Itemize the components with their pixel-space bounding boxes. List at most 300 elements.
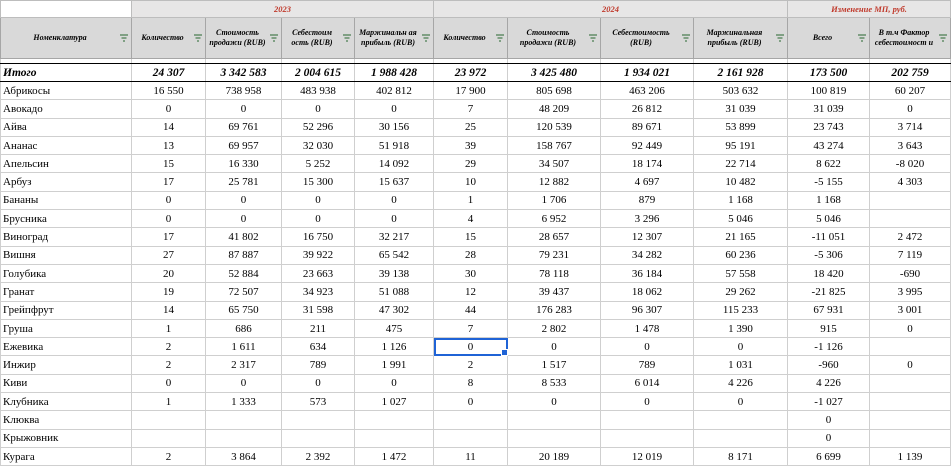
table-cell[interactable]: 89 671 — [601, 118, 694, 136]
table-cell[interactable]: 14 092 — [355, 155, 434, 173]
table-row — [1, 356, 951, 374]
table-cell[interactable]: -8 020 — [870, 155, 951, 173]
table-cell[interactable]: 789 — [282, 356, 355, 374]
row-name-cell[interactable]: Ежевика — [1, 338, 132, 356]
table-cell[interactable]: 31 039 — [788, 100, 870, 118]
total-cell[interactable]: 2 161 928 — [694, 64, 788, 82]
table-cell[interactable]: 0 — [282, 191, 355, 209]
table-cell[interactable]: 10 482 — [694, 173, 788, 191]
table-cell[interactable] — [508, 429, 601, 447]
table-cell[interactable]: 1 168 — [788, 191, 870, 209]
table-cell[interactable]: 115 233 — [694, 301, 788, 319]
table-cell[interactable]: 39 138 — [355, 264, 434, 282]
table-cell[interactable]: 2 317 — [206, 356, 282, 374]
table-cell[interactable]: 1 126 — [355, 338, 434, 356]
table-cell[interactable]: 3 643 — [870, 136, 951, 154]
table-row — [1, 210, 951, 228]
filter-icon[interactable] — [421, 33, 431, 43]
filter-icon[interactable] — [857, 33, 867, 43]
row-name-cell[interactable]: Виноград — [1, 228, 132, 246]
table-cell[interactable]: 15 — [132, 155, 206, 173]
row-name-cell[interactable]: Апельсин — [1, 155, 132, 173]
table-cell[interactable]: 1 031 — [694, 356, 788, 374]
table-cell[interactable]: 11 — [434, 447, 508, 465]
table-cell[interactable]: 0 — [206, 191, 282, 209]
table-cell[interactable]: 34 923 — [282, 283, 355, 301]
total-cell[interactable]: 1 988 428 — [355, 64, 434, 82]
table-cell[interactable]: 0 — [282, 374, 355, 392]
table-cell[interactable]: 5 252 — [282, 155, 355, 173]
table-cell[interactable]: 1 478 — [601, 319, 694, 337]
table-cell[interactable]: 3 995 — [870, 283, 951, 301]
table-cell[interactable]: 13 — [132, 136, 206, 154]
table-cell[interactable]: 0 — [132, 191, 206, 209]
table-cell[interactable]: 805 698 — [508, 82, 601, 100]
row-name-cell[interactable]: Груша — [1, 319, 132, 337]
table-cell[interactable]: 0 — [206, 100, 282, 118]
table-cell[interactable]: -5 155 — [788, 173, 870, 191]
table-cell[interactable]: 0 — [508, 338, 601, 356]
table-cell[interactable]: 3 296 — [601, 210, 694, 228]
table-cell[interactable]: 16 750 — [282, 228, 355, 246]
table-cell[interactable]: 2 392 — [282, 447, 355, 465]
table-cell[interactable]: 16 550 — [132, 82, 206, 100]
row-name-cell[interactable]: Грейпфрут — [1, 301, 132, 319]
table-cell[interactable]: 18 062 — [601, 283, 694, 301]
header-label: Себестоим ость (RUB) — [291, 28, 333, 47]
total-cell[interactable]: 2 004 615 — [282, 64, 355, 82]
table-cell[interactable]: 0 — [355, 191, 434, 209]
table-cell[interactable]: 30 — [434, 264, 508, 282]
table-row — [1, 173, 951, 191]
table-cell[interactable]: 72 507 — [206, 283, 282, 301]
table-cell[interactable]: 1 517 — [508, 356, 601, 374]
table-cell[interactable]: 2 — [132, 447, 206, 465]
table-cell[interactable]: -1 126 — [788, 338, 870, 356]
header-change-cost-factor[interactable] — [870, 18, 951, 59]
table-cell[interactable]: 4 226 — [788, 374, 870, 392]
table-cell[interactable] — [508, 411, 601, 429]
header-cost-2023[interactable] — [282, 18, 355, 59]
table-cell[interactable]: 19 — [132, 283, 206, 301]
table-cell[interactable]: 686 — [206, 319, 282, 337]
table-cell[interactable]: 0 — [206, 374, 282, 392]
table-row — [1, 338, 951, 356]
table-cell[interactable]: 48 209 — [508, 100, 601, 118]
table-cell[interactable]: 3 001 — [870, 301, 951, 319]
filter-icon[interactable] — [342, 33, 352, 43]
margin-change-header[interactable]: Изменение МП, руб. — [788, 1, 951, 18]
total-cell[interactable]: 202 759 — [870, 64, 951, 82]
table-cell[interactable]: 17 900 — [434, 82, 508, 100]
table-cell[interactable]: 1 472 — [355, 447, 434, 465]
table-row — [1, 283, 951, 301]
year-2024-header[interactable]: 2024 — [434, 1, 788, 18]
table-cell[interactable] — [694, 411, 788, 429]
table-cell[interactable]: 2 — [434, 356, 508, 374]
table-cell[interactable]: 17 — [132, 228, 206, 246]
header-label: Всего — [812, 33, 833, 42]
row-name-cell[interactable]: Клюква — [1, 411, 132, 429]
header-sales-2024[interactable] — [508, 18, 601, 59]
table-cell[interactable]: 39 — [434, 136, 508, 154]
total-cell[interactable]: 3 342 583 — [206, 64, 282, 82]
table-cell[interactable]: 0 — [355, 100, 434, 118]
table-cell[interactable]: 120 539 — [508, 118, 601, 136]
row-name-cell[interactable]: Абрикосы — [1, 82, 132, 100]
row-name-cell[interactable]: Арбуз — [1, 173, 132, 191]
table-cell[interactable] — [601, 429, 694, 447]
header-name[interactable] — [1, 18, 132, 59]
table-row — [1, 82, 951, 100]
filter-icon[interactable] — [588, 33, 598, 43]
header-label: Маржинальн ая прибыль (RUB) — [359, 28, 417, 47]
table-cell[interactable]: 789 — [601, 356, 694, 374]
table-cell[interactable]: 23 663 — [282, 264, 355, 282]
table-cell[interactable]: 483 938 — [282, 82, 355, 100]
table-row — [1, 191, 951, 209]
table-cell[interactable]: 7 — [434, 100, 508, 118]
table-cell[interactable]: 10 — [434, 173, 508, 191]
table-row — [1, 228, 951, 246]
table-cell[interactable]: 21 165 — [694, 228, 788, 246]
table-cell[interactable] — [870, 429, 951, 447]
table-cell[interactable]: 6 014 — [601, 374, 694, 392]
row-name-cell[interactable]: Киви — [1, 374, 132, 392]
table-cell[interactable]: 69 761 — [206, 118, 282, 136]
total-label[interactable]: Итого — [1, 64, 132, 82]
table-row — [1, 374, 951, 392]
row-name-cell[interactable]: Инжир — [1, 356, 132, 374]
table-cell[interactable]: 15 — [434, 228, 508, 246]
table-cell[interactable]: 15 637 — [355, 173, 434, 191]
table-cell[interactable]: 1 — [132, 393, 206, 411]
table-cell[interactable]: 29 — [434, 155, 508, 173]
total-row — [1, 64, 951, 82]
table-cell[interactable]: 34 282 — [601, 246, 694, 264]
table-cell[interactable]: 4 226 — [694, 374, 788, 392]
table-cell[interactable]: 5 046 — [694, 210, 788, 228]
table-cell[interactable]: 158 767 — [508, 136, 601, 154]
table-cell[interactable]: 39 437 — [508, 283, 601, 301]
header-label: Количество — [141, 33, 184, 42]
table-cell[interactable] — [870, 338, 951, 356]
header-sales-2023[interactable] — [206, 18, 282, 59]
year-2023-header[interactable]: 2023 — [132, 1, 434, 18]
total-cell[interactable]: 3 425 480 — [508, 64, 601, 82]
row-name-cell[interactable]: Гранат — [1, 283, 132, 301]
table-cell[interactable]: 36 184 — [601, 264, 694, 282]
table-cell[interactable]: 22 714 — [694, 155, 788, 173]
table-cell[interactable]: 34 507 — [508, 155, 601, 173]
table-cell[interactable]: 12 — [434, 283, 508, 301]
table-cell[interactable]: -690 — [870, 264, 951, 282]
table-cell[interactable] — [601, 411, 694, 429]
row-name-cell[interactable]: Курага — [1, 447, 132, 465]
header-label: Номенклатура — [33, 33, 87, 42]
table-cell[interactable]: 14 — [132, 301, 206, 319]
table-cell[interactable]: 31 039 — [694, 100, 788, 118]
table-cell[interactable]: 87 887 — [206, 246, 282, 264]
table-cell[interactable]: 15 300 — [282, 173, 355, 191]
table-cell[interactable]: 69 957 — [206, 136, 282, 154]
filter-icon[interactable] — [193, 33, 203, 43]
table-cell[interactable]: -1 027 — [788, 393, 870, 411]
table-cell[interactable]: 0 — [788, 429, 870, 447]
table-cell[interactable]: 1 139 — [870, 447, 951, 465]
table-cell[interactable]: 0 — [282, 100, 355, 118]
table-cell[interactable]: 5 046 — [788, 210, 870, 228]
header-label: Стоимость продажи (RUB) — [519, 28, 577, 47]
table-cell[interactable]: 39 922 — [282, 246, 355, 264]
table-cell[interactable]: 65 750 — [206, 301, 282, 319]
table-cell[interactable]: 503 632 — [694, 82, 788, 100]
row-name-cell[interactable]: Ананас — [1, 136, 132, 154]
table-cell[interactable]: 0 — [434, 393, 508, 411]
table-cell[interactable]: 0 — [282, 210, 355, 228]
table-cell[interactable]: 8 533 — [508, 374, 601, 392]
table-cell[interactable]: 12 882 — [508, 173, 601, 191]
table-cell[interactable]: 0 — [601, 338, 694, 356]
table-cell[interactable]: 6 699 — [788, 447, 870, 465]
table-cell[interactable]: 463 206 — [601, 82, 694, 100]
table-cell[interactable]: 44 — [434, 301, 508, 319]
table-cell[interactable]: 30 156 — [355, 118, 434, 136]
total-cell[interactable]: 23 972 — [434, 64, 508, 82]
table-row — [1, 136, 951, 154]
table-cell[interactable]: 0 — [132, 210, 206, 228]
row-name-cell[interactable]: Голубика — [1, 264, 132, 282]
year-header-row — [1, 1, 951, 18]
total-cell[interactable]: 173 500 — [788, 64, 870, 82]
table-cell[interactable]: -21 825 — [788, 283, 870, 301]
row-name-cell[interactable]: Клубника — [1, 393, 132, 411]
table-cell[interactable]: 47 302 — [355, 301, 434, 319]
filter-icon[interactable] — [938, 33, 948, 43]
table-cell[interactable]: 18 420 — [788, 264, 870, 282]
table-cell[interactable]: 1 168 — [694, 191, 788, 209]
table-cell[interactable] — [132, 411, 206, 429]
table-cell[interactable]: 6 952 — [508, 210, 601, 228]
table-cell[interactable]: 95 191 — [694, 136, 788, 154]
fill-handle[interactable] — [501, 349, 508, 356]
table-cell[interactable]: 0 — [870, 100, 951, 118]
table-cell[interactable]: 3 864 — [206, 447, 282, 465]
table-cell[interactable]: 0 — [132, 374, 206, 392]
table-cell[interactable] — [355, 411, 434, 429]
table-row — [1, 246, 951, 264]
table-cell[interactable]: 1 611 — [206, 338, 282, 356]
table-cell[interactable]: 7 — [434, 319, 508, 337]
table-cell[interactable]: 915 — [788, 319, 870, 337]
table-cell[interactable]: 23 743 — [788, 118, 870, 136]
row-name-cell[interactable]: Крыжовник — [1, 429, 132, 447]
table-cell[interactable]: 0 — [870, 356, 951, 374]
table-cell[interactable]: 53 899 — [694, 118, 788, 136]
selected-cell[interactable]: 0 — [434, 338, 508, 356]
table-cell[interactable] — [870, 411, 951, 429]
table-cell[interactable]: 176 283 — [508, 301, 601, 319]
table-cell[interactable]: 3 714 — [870, 118, 951, 136]
header-cost-2024[interactable] — [601, 18, 694, 59]
table-cell[interactable] — [206, 429, 282, 447]
table-cell[interactable]: 51 918 — [355, 136, 434, 154]
row-name-cell[interactable]: Брусника — [1, 210, 132, 228]
table-cell[interactable]: 43 274 — [788, 136, 870, 154]
table-cell[interactable]: 2 — [132, 338, 206, 356]
table-cell[interactable]: 20 189 — [508, 447, 601, 465]
table-cell[interactable]: 0 — [355, 374, 434, 392]
table-cell[interactable]: 12 307 — [601, 228, 694, 246]
table-cell[interactable] — [694, 429, 788, 447]
table-cell[interactable] — [870, 393, 951, 411]
table-cell[interactable]: 25 — [434, 118, 508, 136]
cell[interactable] — [1, 1, 132, 18]
table-row — [1, 155, 951, 173]
table-cell[interactable]: 8 171 — [694, 447, 788, 465]
table-cell[interactable]: 65 542 — [355, 246, 434, 264]
table-cell[interactable]: -11 051 — [788, 228, 870, 246]
header-margin-2023[interactable] — [355, 18, 434, 59]
table-cell[interactable] — [282, 411, 355, 429]
row-name-cell[interactable]: Айва — [1, 118, 132, 136]
table-cell[interactable]: 41 802 — [206, 228, 282, 246]
table-cell[interactable]: 17 — [132, 173, 206, 191]
table-cell[interactable]: 1 706 — [508, 191, 601, 209]
table-cell[interactable]: 4 697 — [601, 173, 694, 191]
table-row — [1, 301, 951, 319]
table-cell[interactable] — [434, 429, 508, 447]
table-cell[interactable]: -5 306 — [788, 246, 870, 264]
table-cell[interactable]: 52 296 — [282, 118, 355, 136]
table-cell[interactable]: 31 598 — [282, 301, 355, 319]
table-cell[interactable]: 0 — [206, 210, 282, 228]
table-cell[interactable]: 1 390 — [694, 319, 788, 337]
column-header-row — [1, 18, 951, 59]
table-cell[interactable] — [870, 374, 951, 392]
header-label: Количество — [443, 33, 486, 42]
filter-icon[interactable] — [119, 33, 129, 43]
table-cell[interactable]: 67 931 — [788, 301, 870, 319]
table-cell[interactable]: 2 472 — [870, 228, 951, 246]
table-row — [1, 429, 951, 447]
header-change-total[interactable] — [788, 18, 870, 59]
table-cell[interactable]: 0 — [694, 338, 788, 356]
table-cell[interactable]: -960 — [788, 356, 870, 374]
filter-icon[interactable] — [681, 33, 691, 43]
header-qty-2024[interactable] — [434, 18, 508, 59]
table-cell[interactable]: 2 — [132, 356, 206, 374]
total-cell[interactable]: 1 934 021 — [601, 64, 694, 82]
table-row — [1, 411, 951, 429]
table-cell[interactable]: 8 — [434, 374, 508, 392]
table-cell[interactable]: 96 307 — [601, 301, 694, 319]
table-cell[interactable]: 8 622 — [788, 155, 870, 173]
table-cell[interactable]: 1 — [434, 191, 508, 209]
table-cell[interactable]: 28 657 — [508, 228, 601, 246]
table-cell[interactable]: 26 812 — [601, 100, 694, 118]
table-row — [1, 393, 951, 411]
header-label: Себестоимость (RUB) — [612, 28, 670, 47]
table-cell[interactable]: 7 119 — [870, 246, 951, 264]
table-cell[interactable]: 100 819 — [788, 82, 870, 100]
table-cell[interactable]: 60 236 — [694, 246, 788, 264]
row-name-cell[interactable]: Вишня — [1, 246, 132, 264]
filter-icon[interactable] — [495, 33, 505, 43]
table-cell[interactable]: 402 812 — [355, 82, 434, 100]
table-cell[interactable]: 1 027 — [355, 393, 434, 411]
filter-icon[interactable] — [269, 33, 279, 43]
table-cell[interactable]: 0 — [355, 210, 434, 228]
table-cell[interactable]: 14 — [132, 118, 206, 136]
row-name-cell[interactable]: Авокадо — [1, 100, 132, 118]
table-cell[interactable]: 25 781 — [206, 173, 282, 191]
table-cell[interactable] — [282, 429, 355, 447]
table-cell[interactable]: 60 207 — [870, 82, 951, 100]
table-cell[interactable]: 0 — [694, 393, 788, 411]
table-cell[interactable]: 29 262 — [694, 283, 788, 301]
table-cell[interactable]: 4 — [434, 210, 508, 228]
table-cell[interactable]: 18 174 — [601, 155, 694, 173]
header-margin-2024[interactable] — [694, 18, 788, 59]
table-cell[interactable] — [206, 411, 282, 429]
table-cell[interactable]: 28 — [434, 246, 508, 264]
table-cell[interactable]: 879 — [601, 191, 694, 209]
row-name-cell[interactable]: Бананы — [1, 191, 132, 209]
table-cell[interactable]: 738 958 — [206, 82, 282, 100]
table-cell[interactable]: 12 019 — [601, 447, 694, 465]
table-cell[interactable]: 79 231 — [508, 246, 601, 264]
header-qty-2023[interactable] — [132, 18, 206, 59]
table-cell[interactable] — [132, 429, 206, 447]
table-cell[interactable]: 2 802 — [508, 319, 601, 337]
table-cell[interactable] — [870, 210, 951, 228]
table-cell[interactable]: 57 558 — [694, 264, 788, 282]
table-cell[interactable]: 0 — [788, 411, 870, 429]
table-cell[interactable]: 1 — [132, 319, 206, 337]
table-cell[interactable]: 27 — [132, 246, 206, 264]
table-cell[interactable] — [355, 429, 434, 447]
table-cell[interactable]: 4 303 — [870, 173, 951, 191]
table-cell[interactable]: 475 — [355, 319, 434, 337]
table-cell[interactable] — [434, 411, 508, 429]
table-cell[interactable]: 78 118 — [508, 264, 601, 282]
table-cell[interactable]: 634 — [282, 338, 355, 356]
table-cell[interactable]: 92 449 — [601, 136, 694, 154]
table-cell[interactable]: 573 — [282, 393, 355, 411]
table-cell[interactable]: 211 — [282, 319, 355, 337]
table-row — [1, 100, 951, 118]
table-cell[interactable]: 51 088 — [355, 283, 434, 301]
header-label: В т.ч Фактор себестоимост и — [874, 28, 934, 47]
table-cell[interactable]: 0 — [508, 393, 601, 411]
table-cell[interactable]: 32 030 — [282, 136, 355, 154]
table-cell[interactable]: 16 330 — [206, 155, 282, 173]
table-cell[interactable]: 52 884 — [206, 264, 282, 282]
table-cell[interactable]: 0 — [132, 100, 206, 118]
total-cell[interactable]: 24 307 — [132, 64, 206, 82]
table-cell[interactable]: 1 991 — [355, 356, 434, 374]
table-cell[interactable]: 0 — [601, 393, 694, 411]
table-row — [1, 319, 951, 337]
table-cell[interactable] — [870, 191, 951, 209]
table-cell[interactable]: 0 — [870, 319, 951, 337]
filter-icon[interactable] — [775, 33, 785, 43]
header-label: Маржинальная прибыль (RUB) — [706, 28, 763, 47]
table-cell[interactable]: 20 — [132, 264, 206, 282]
table-cell[interactable]: 32 217 — [355, 228, 434, 246]
table-cell[interactable]: 1 333 — [206, 393, 282, 411]
